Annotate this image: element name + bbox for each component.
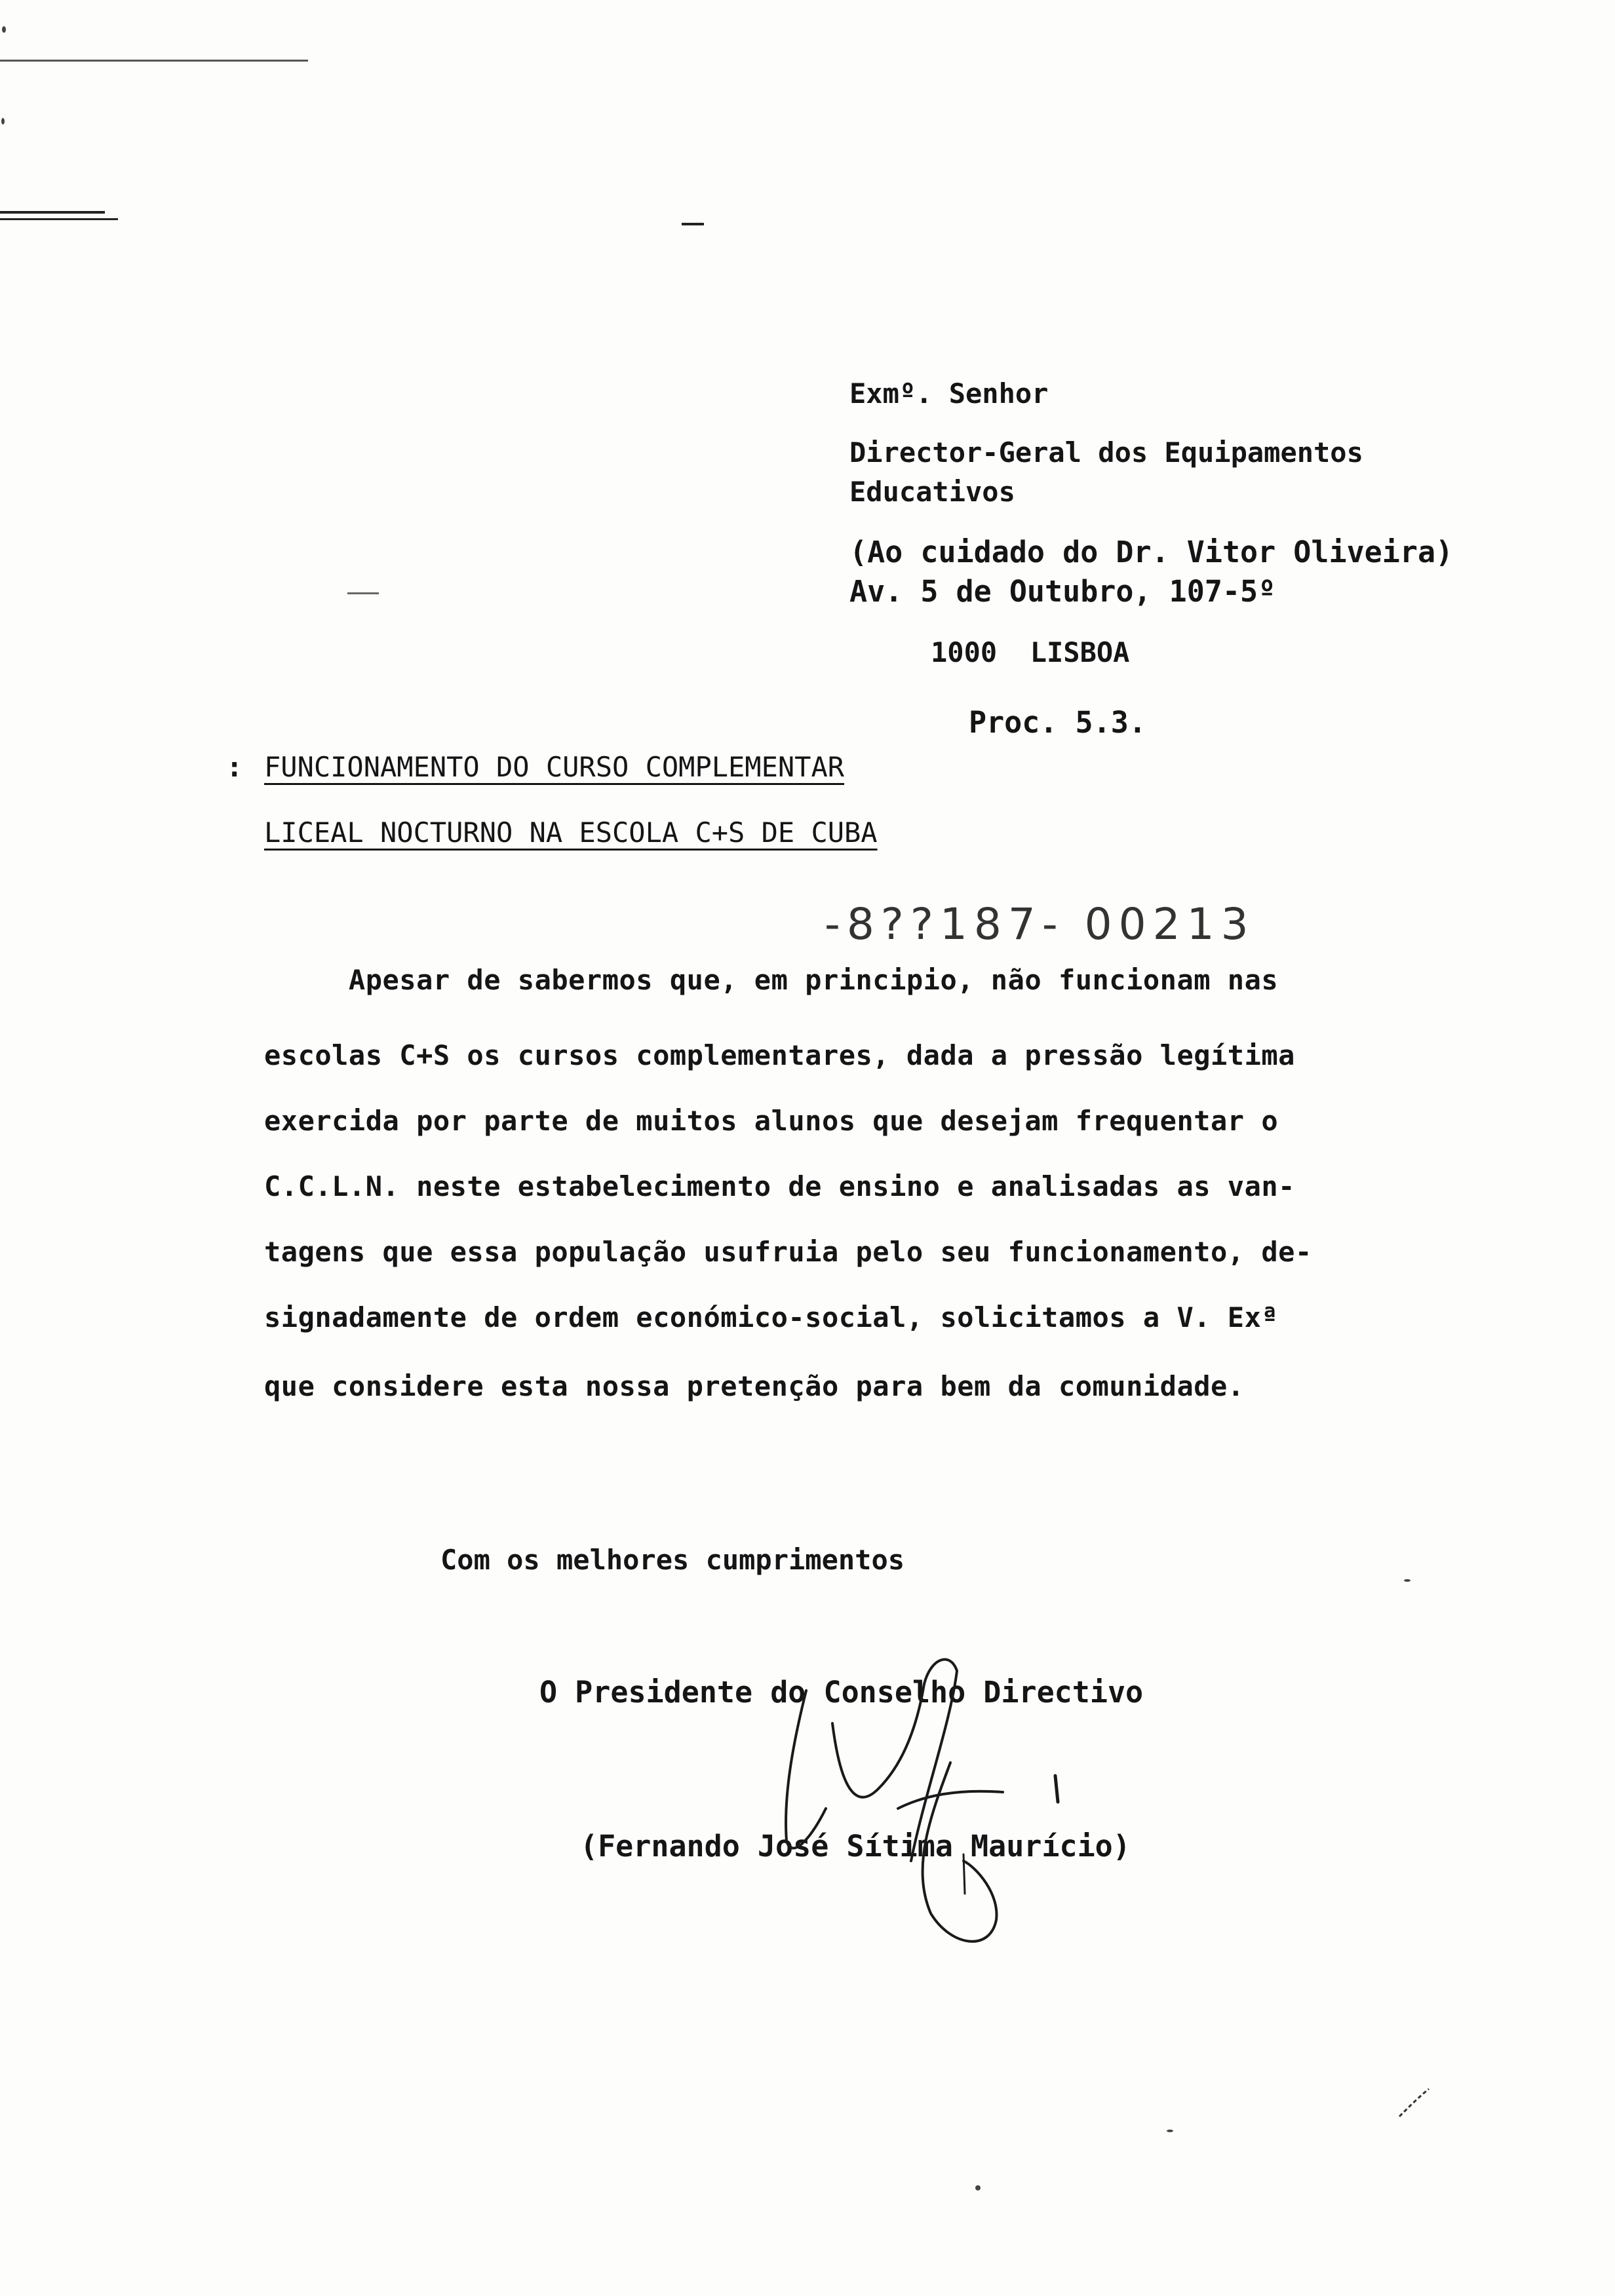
body-line-5: tagens que essa população usufruia pelo seu funcionamento, de-	[264, 1236, 1312, 1268]
scan-dash	[682, 223, 704, 225]
scan-speck	[1404, 1579, 1411, 1582]
scan-speck	[1167, 2130, 1173, 2132]
signatory-name: (Fernando José Sítima Maurício)	[580, 1829, 1131, 1864]
scan-speck	[1, 118, 5, 124]
body-line-7: que considere esta nossa pretenção para bem da comunidade.	[264, 1370, 1245, 1402]
registry-stamp-number: -8??187- 00213	[825, 899, 1255, 949]
attention-line: (Ao cuidado do Dr. Vitor Oliveira)	[849, 535, 1454, 569]
scan-speck	[2, 26, 6, 33]
recipient-title-line2: Educativos	[849, 476, 1015, 508]
closing-greeting: Com os melhores cumprimentos	[440, 1544, 905, 1576]
pencil-mark	[1396, 2084, 1435, 2123]
scan-speck	[975, 2185, 981, 2191]
handwritten-signature	[754, 1645, 1095, 1972]
subject-line1: FUNCIONAMENTO DO CURSO COMPLEMENTAR	[264, 751, 845, 783]
address-line: Av. 5 de Outubro, 107-5º	[849, 574, 1276, 609]
subject-marker: :	[226, 751, 243, 783]
body-line-3: exercida por parte de muitos alunos que desejam frequentar o	[264, 1105, 1279, 1137]
city-line: 1000 LISBOA	[931, 636, 1130, 668]
scan-rule-line	[0, 211, 105, 214]
salutation: Exmº. Senhor	[849, 377, 1049, 410]
scan-dash-line	[0, 60, 308, 62]
scan-rule-line-2	[0, 218, 118, 220]
body-line-2: escolas C+S os cursos complementares, dada a pressão legítima	[264, 1039, 1295, 1071]
scan-dash-small	[347, 592, 379, 594]
recipient-title-line1: Director-Geral dos Equipamentos	[849, 436, 1363, 469]
signatory-role: O Presidente do Conselho Directivo	[539, 1675, 1144, 1710]
process-reference: Proc. 5.3.	[969, 705, 1146, 740]
body-line-1: Apesar de sabermos que, em principio, não funcionam nas	[264, 964, 1279, 996]
body-line-6: signadamente de ordem económico-social, solicitamos a V. Exª	[264, 1301, 1279, 1333]
body-line-4: C.C.L.N. neste estabelecimento de ensino e analisadas as van-	[264, 1170, 1295, 1202]
subject-line2: LICEAL NOCTURNO NA ESCOLA C+S DE CUBA	[264, 816, 878, 849]
